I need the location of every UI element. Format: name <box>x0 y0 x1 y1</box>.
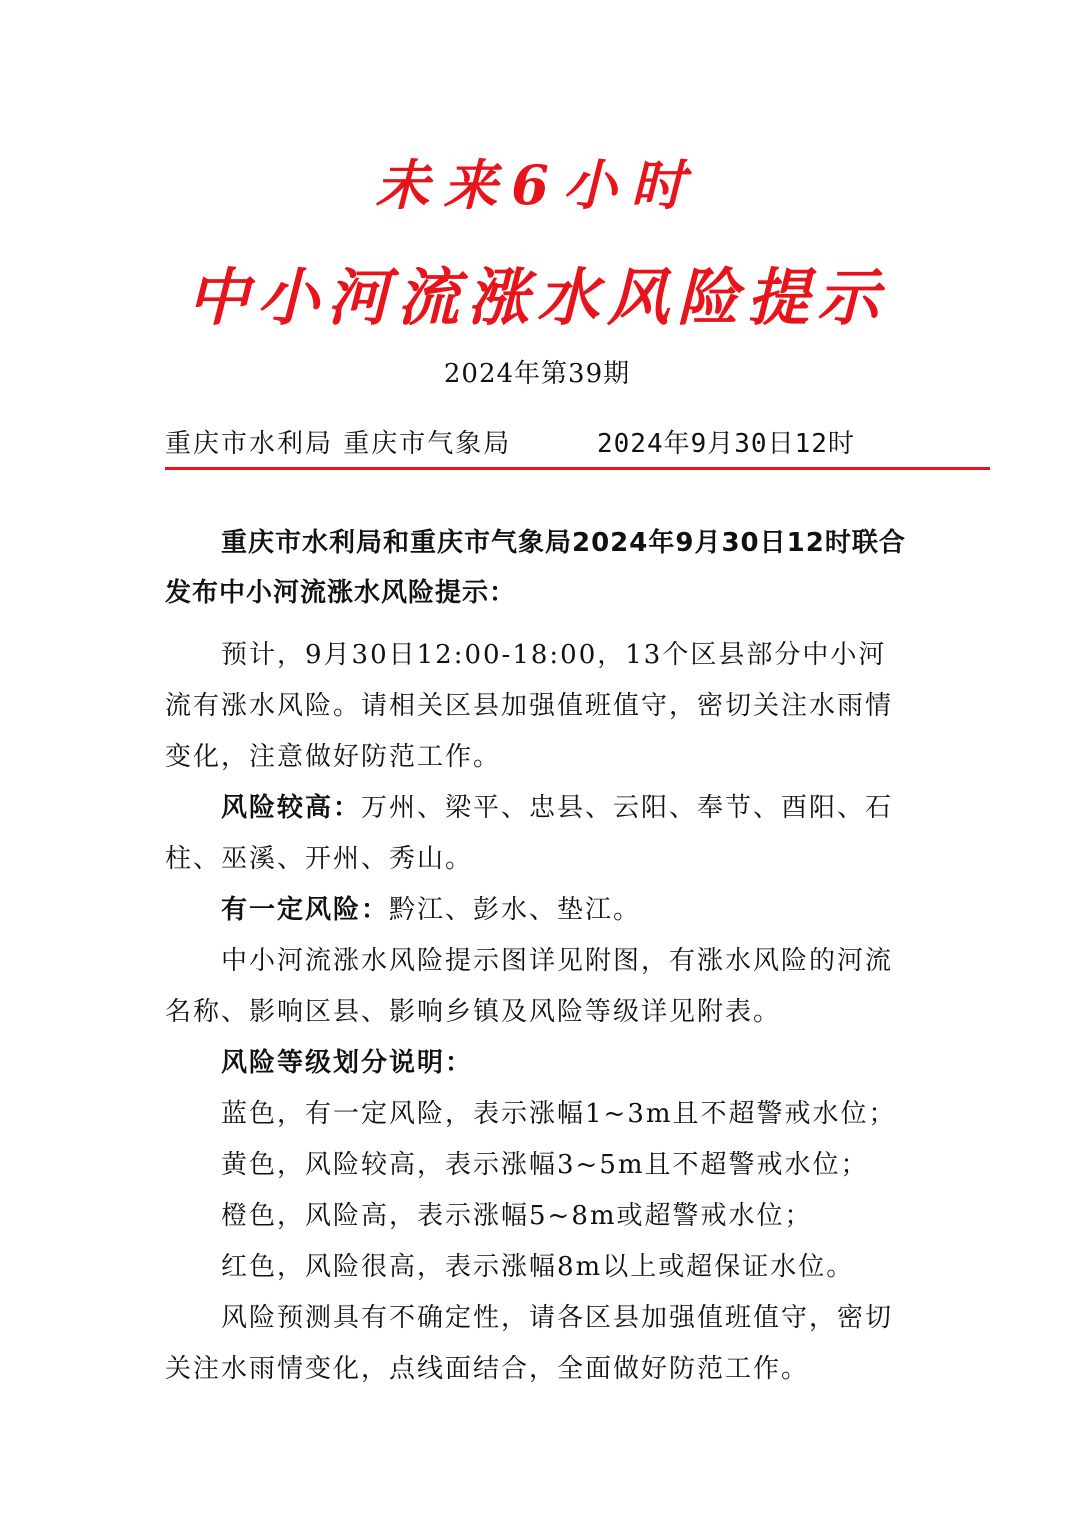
some-risk-paragraph <box>165 885 913 936</box>
levels-heading: 风险等级划分说明： <box>221 1048 474 1078</box>
title-line-2: 中小河流涨水风险提示 <box>186 261 887 334</box>
high-risk-paragraph <box>165 783 913 885</box>
attachment-note: 中小河流涨水风险提示图详见附图，有涨水风险的河流名称、影响区县、影响乡镇及风险等级详见附表。 <box>165 946 894 1027</box>
level-red: 红色，风险很高，表示涨幅8m以上或超保证水位。 <box>221 1252 855 1282</box>
level-orange: 橙色，风险高，表示涨幅5~8m或超警戒水位； <box>221 1201 813 1231</box>
some-risk-areas: 黔江、彭水、垫江。 <box>389 895 642 925</box>
document-body <box>165 630 913 1395</box>
level-yellow: 黄色，风险较高，表示涨幅3~5m且不超警戒水位； <box>221 1150 869 1180</box>
lead-paragraph: 重庆市水利局和重庆市气象局2024年9月30日12时联合发布中小河流涨水风险提示： <box>165 528 906 608</box>
levels-heading-paragraph <box>165 1038 913 1089</box>
level-blue: 蓝色，有一定风险，表示涨幅1~3m且不超警戒水位； <box>221 1099 897 1129</box>
some-risk-label: 有一定风险： <box>221 895 390 925</box>
high-risk-areas: 万州、梁平、忠县、云阳、奉节、酉阳、石柱、巫溪、开州、秀山。 <box>165 793 894 874</box>
red-divider <box>165 467 990 470</box>
forecast-paragraph: 预计，9月30日12:00-18:00，13个区县部分中小河流有涨水风险。请相关区县加强值班值守，密切关注水雨情变化，注意做好防范工作。 <box>165 640 894 772</box>
issue-number: 2024年第39期 <box>443 359 631 389</box>
issuing-agencies: 重庆市水利局 重庆市气象局 <box>165 429 512 459</box>
closing-paragraph: 风险预测具有不确定性，请各区县加强值班值守，密切关注水雨情变化，点线面结合，全面做好防范工作。 <box>165 1303 894 1384</box>
title-line-1: 未来6小时 <box>375 153 699 217</box>
high-risk-label: 风险较高： <box>221 793 362 823</box>
issuer-row <box>165 424 895 464</box>
issue-datetime: 2024年9月30日12时 <box>597 429 855 459</box>
